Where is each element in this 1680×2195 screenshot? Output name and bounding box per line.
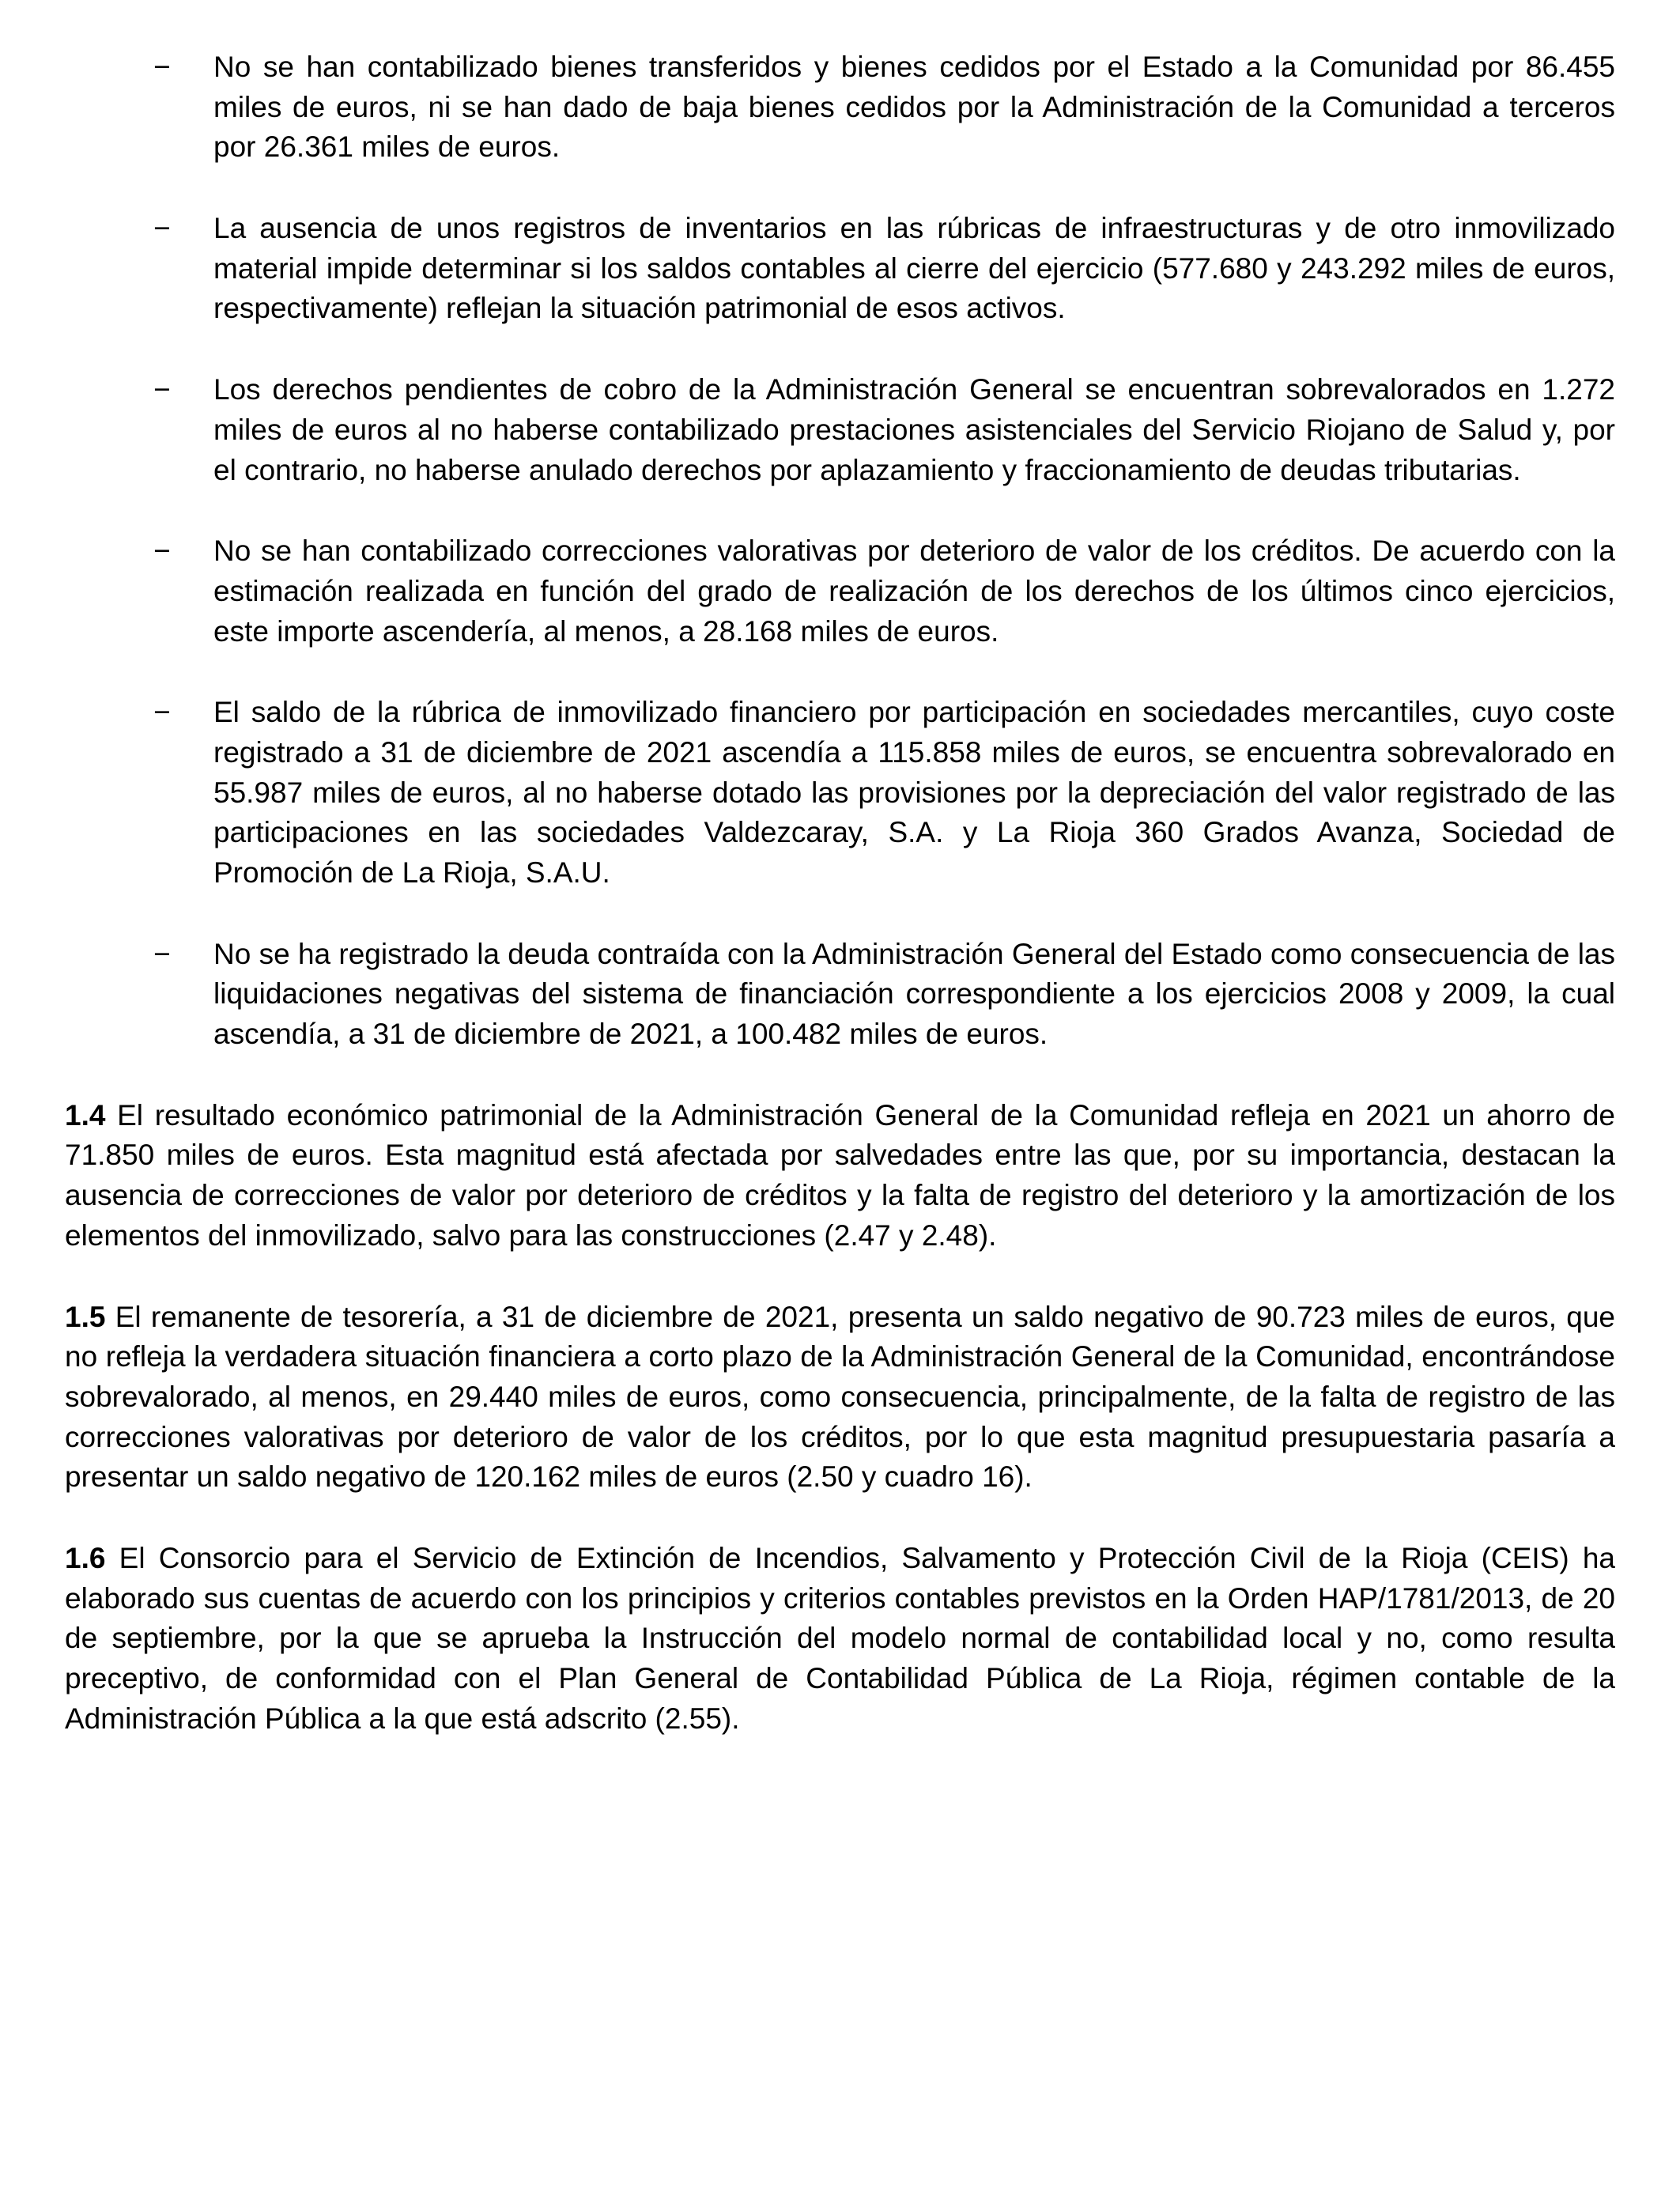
bullet-text: Los derechos pendientes de cobro de la Administración General se encuentran sobrevalorados en 1.272 miles de euros al no haberse contabilizado prestaciones asistenciales del Servicio Riojano de Salud y, por el contrario, no haberse anulado derechos por aplazamiento y fraccionamiento de deudas tributarias. xyxy=(213,373,1615,486)
paragraph-text: El remanente de tesorería, a 31 de diciembre de 2021, presenta un saldo negativo de 90.723 miles de euros, que no refleja la verdadera situación financiera a corto plazo de la Administración General de la Comunidad, encontrándose sobrevalorado, al menos, en 29.440 miles de euros, como consecuencia, principalmente, de la falta de registro de las correcciones valorativas por deterioro de valor de los créditos, por lo que esta magnitud presupuestaria pasaría a presentar un saldo negativo de 120.162 miles de euros (2.50 y cuadro 16). xyxy=(65,1300,1616,1494)
paragraph-1-5 xyxy=(65,1298,1615,1498)
bullet-item xyxy=(153,370,1615,490)
bullet-list xyxy=(65,47,1615,1055)
paragraph-text: El Consorcio para el Servicio de Extinción de Incendios, Salvamento y Protección Civil de la Rioja (CEIS) ha elaborado sus cuentas de acuerdo con los principios y criterios contables previstos en la Orden HAP/1781/2013, de 20 de septiembre, por la que se aprueba la Instrucción del modelo normal de contabilidad local y no, como resulta preceptivo, de conformidad con el Plan General de Contabilidad Pública de La Rioja, régimen contable de la Administración Pública a la que está adscrito (2.55). xyxy=(65,1541,1615,1735)
bullet-text: No se ha registrado la deuda contraída con la Administración General del Estado como consecuencia de las liquidaciones negativas del sistema de financiación correspondiente a los ejercicios 2008 y 2009, la cual ascendía, a 31 de diciembre de 2021, a 100.482 miles de euros. xyxy=(213,937,1615,1051)
paragraph-1-4 xyxy=(65,1096,1615,1256)
bullet-marker: − xyxy=(153,937,171,970)
bullet-marker: − xyxy=(153,51,171,83)
bullet-text: No se han contabilizado bienes transferidos y bienes cedidos por el Estado a la Comunidad por 86.455 miles de euros, ni se han dado de baja bienes cedidos por la Administración de la Comunidad a terceros por 26.361 miles de euros. xyxy=(213,51,1615,164)
bullet-item xyxy=(153,531,1615,652)
paragraph-1-6 xyxy=(65,1539,1615,1739)
paragraph-text: El resultado económico patrimonial de la Administración General de la Comunidad refleja en 2021 un ahorro de 71.850 miles de euros. Esta magnitud está afectada por salvedades entre las que, por su importancia, destacan la ausencia de correcciones de valor por deterioro de créditos y la falta de registro del deterioro y la amortización de los elementos del inmovilizado, salvo para las construcciones (2.47 y 2.48). xyxy=(65,1098,1615,1252)
bullet-item xyxy=(153,47,1615,168)
bullet-item xyxy=(153,693,1615,893)
bullet-marker: − xyxy=(153,212,171,245)
bullet-item xyxy=(153,209,1615,329)
bullet-item xyxy=(153,935,1615,1055)
bullet-text: No se han contabilizado correcciones valorativas por deterioro de valor de los créditos. De acuerdo con la estimación realizada en función del grado de realización de los derechos de los últimos cinco ejercicios, este importe ascendería, al menos, a 28.168 miles de euros. xyxy=(213,535,1615,648)
paragraph-number: 1.4 xyxy=(65,1098,106,1132)
bullet-marker: − xyxy=(153,535,171,568)
paragraph-number: 1.6 xyxy=(65,1541,106,1574)
bullet-marker: − xyxy=(153,373,171,406)
bullet-text: La ausencia de unos registros de inventarios en las rúbricas de infraestructuras y de otro inmovilizado material impide determinar si los saldos contables al cierre del ejercicio (577.680 y 243.292 miles de euros, respectivamente) reflejan la situación patrimonial de esos activos. xyxy=(213,212,1615,325)
bullet-text: El saldo de la rúbrica de inmovilizado financiero por participación en sociedades mercantiles, cuyo coste registrado a 31 de diciembre de 2021 ascendía a 115.858 miles de euros, se encuentra sobrevalorado en 55.987 miles de euros, al no haberse dotado las provisiones por la depreciación del valor registrado de las participaciones en las sociedades Valdezcaray, S.A. y La Rioja 360 Grados Avanza, Sociedad de Promoción de La Rioja, S.A.U. xyxy=(213,696,1615,889)
paragraph-number: 1.5 xyxy=(65,1300,106,1333)
bullet-marker: − xyxy=(153,696,171,729)
